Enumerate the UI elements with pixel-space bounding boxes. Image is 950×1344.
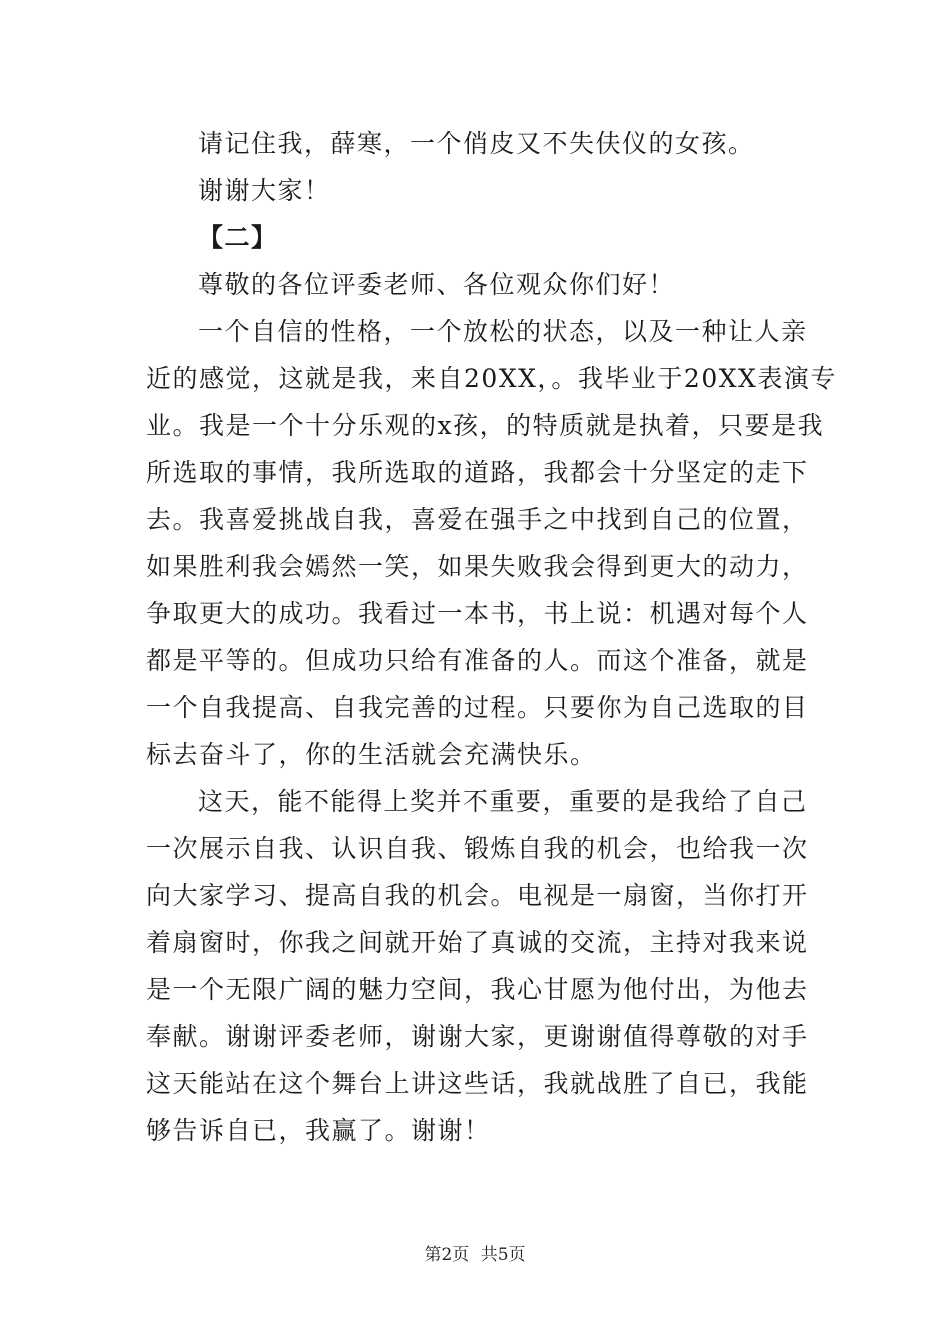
text-line: 争取更大的成功。我看过一本书，书上说：机遇对每个人 bbox=[146, 599, 809, 628]
text-line: 近的感觉，这就是我，来自20XX，。我毕业于20XX表演专 bbox=[146, 364, 837, 393]
text-line: 请记住我，薛寒，一个俏皮又不失伕仪的女孩。 bbox=[198, 129, 755, 158]
page-footer bbox=[0, 1240, 950, 1265]
document-body bbox=[146, 120, 837, 1154]
text-line: 这天，能不能得上奖并不重要，重要的是我给了自己 bbox=[198, 787, 808, 816]
text-line: 够告诉自已，我赢了。谢谢！ bbox=[146, 1116, 491, 1145]
text-line: 一个自信的性格，一个放松的状态，以及一种让人亲 bbox=[198, 317, 808, 346]
text-line: 谢谢大家！ bbox=[198, 176, 331, 205]
text-line: 奉献。谢谢评委老师，谢谢大家，更谢谢值得尊敬的对手 bbox=[146, 1022, 809, 1051]
text-line: 业。我是一个十分乐观的x孩，的特质就是执着，只要是我 bbox=[146, 411, 825, 440]
text-line: 着扇窗时，你我之间就开始了真诚的交流，主持对我来说 bbox=[146, 928, 809, 957]
text-line: 如果胜利我会嫣然一笑，如果失败我会得到更大的动力， bbox=[146, 552, 809, 581]
text-line: 尊敬的各位评委老师、各位观众你们好！ bbox=[198, 270, 676, 299]
text-line: 所选取的事情，我所选取的道路，我都会十分坚定的走下 bbox=[146, 458, 809, 487]
text-line: 一个自我提高、自我完善的过程。只要你为自己选取的目 bbox=[146, 693, 809, 722]
text-line: 去。我喜爱挑战自我，喜爱在强手之中找到自己的位置， bbox=[146, 505, 809, 534]
section-heading: 【二】 bbox=[198, 223, 278, 252]
text-line: 向大家学习、提高自我的机会。电视是一扇窗，当你打开 bbox=[146, 881, 809, 910]
page-total: 共5页 bbox=[480, 1245, 526, 1265]
text-line: 这天能站在这个舞台上讲这些话，我就战胜了自已，我能 bbox=[146, 1069, 809, 1098]
text-line: 标去奋斗了，你的生活就会充满快乐。 bbox=[146, 740, 597, 769]
text-line: 都是平等的。但成功只给有准备的人。而这个准备，就是 bbox=[146, 646, 809, 675]
text-line: 是一个无限广阔的魅力空间，我心甘愿为他付出，为他去 bbox=[146, 975, 809, 1004]
text-line: 一次展示自我、认识自我、锻炼自我的机会，也给我一次 bbox=[146, 834, 809, 863]
page-number: 第2页 bbox=[424, 1245, 470, 1265]
